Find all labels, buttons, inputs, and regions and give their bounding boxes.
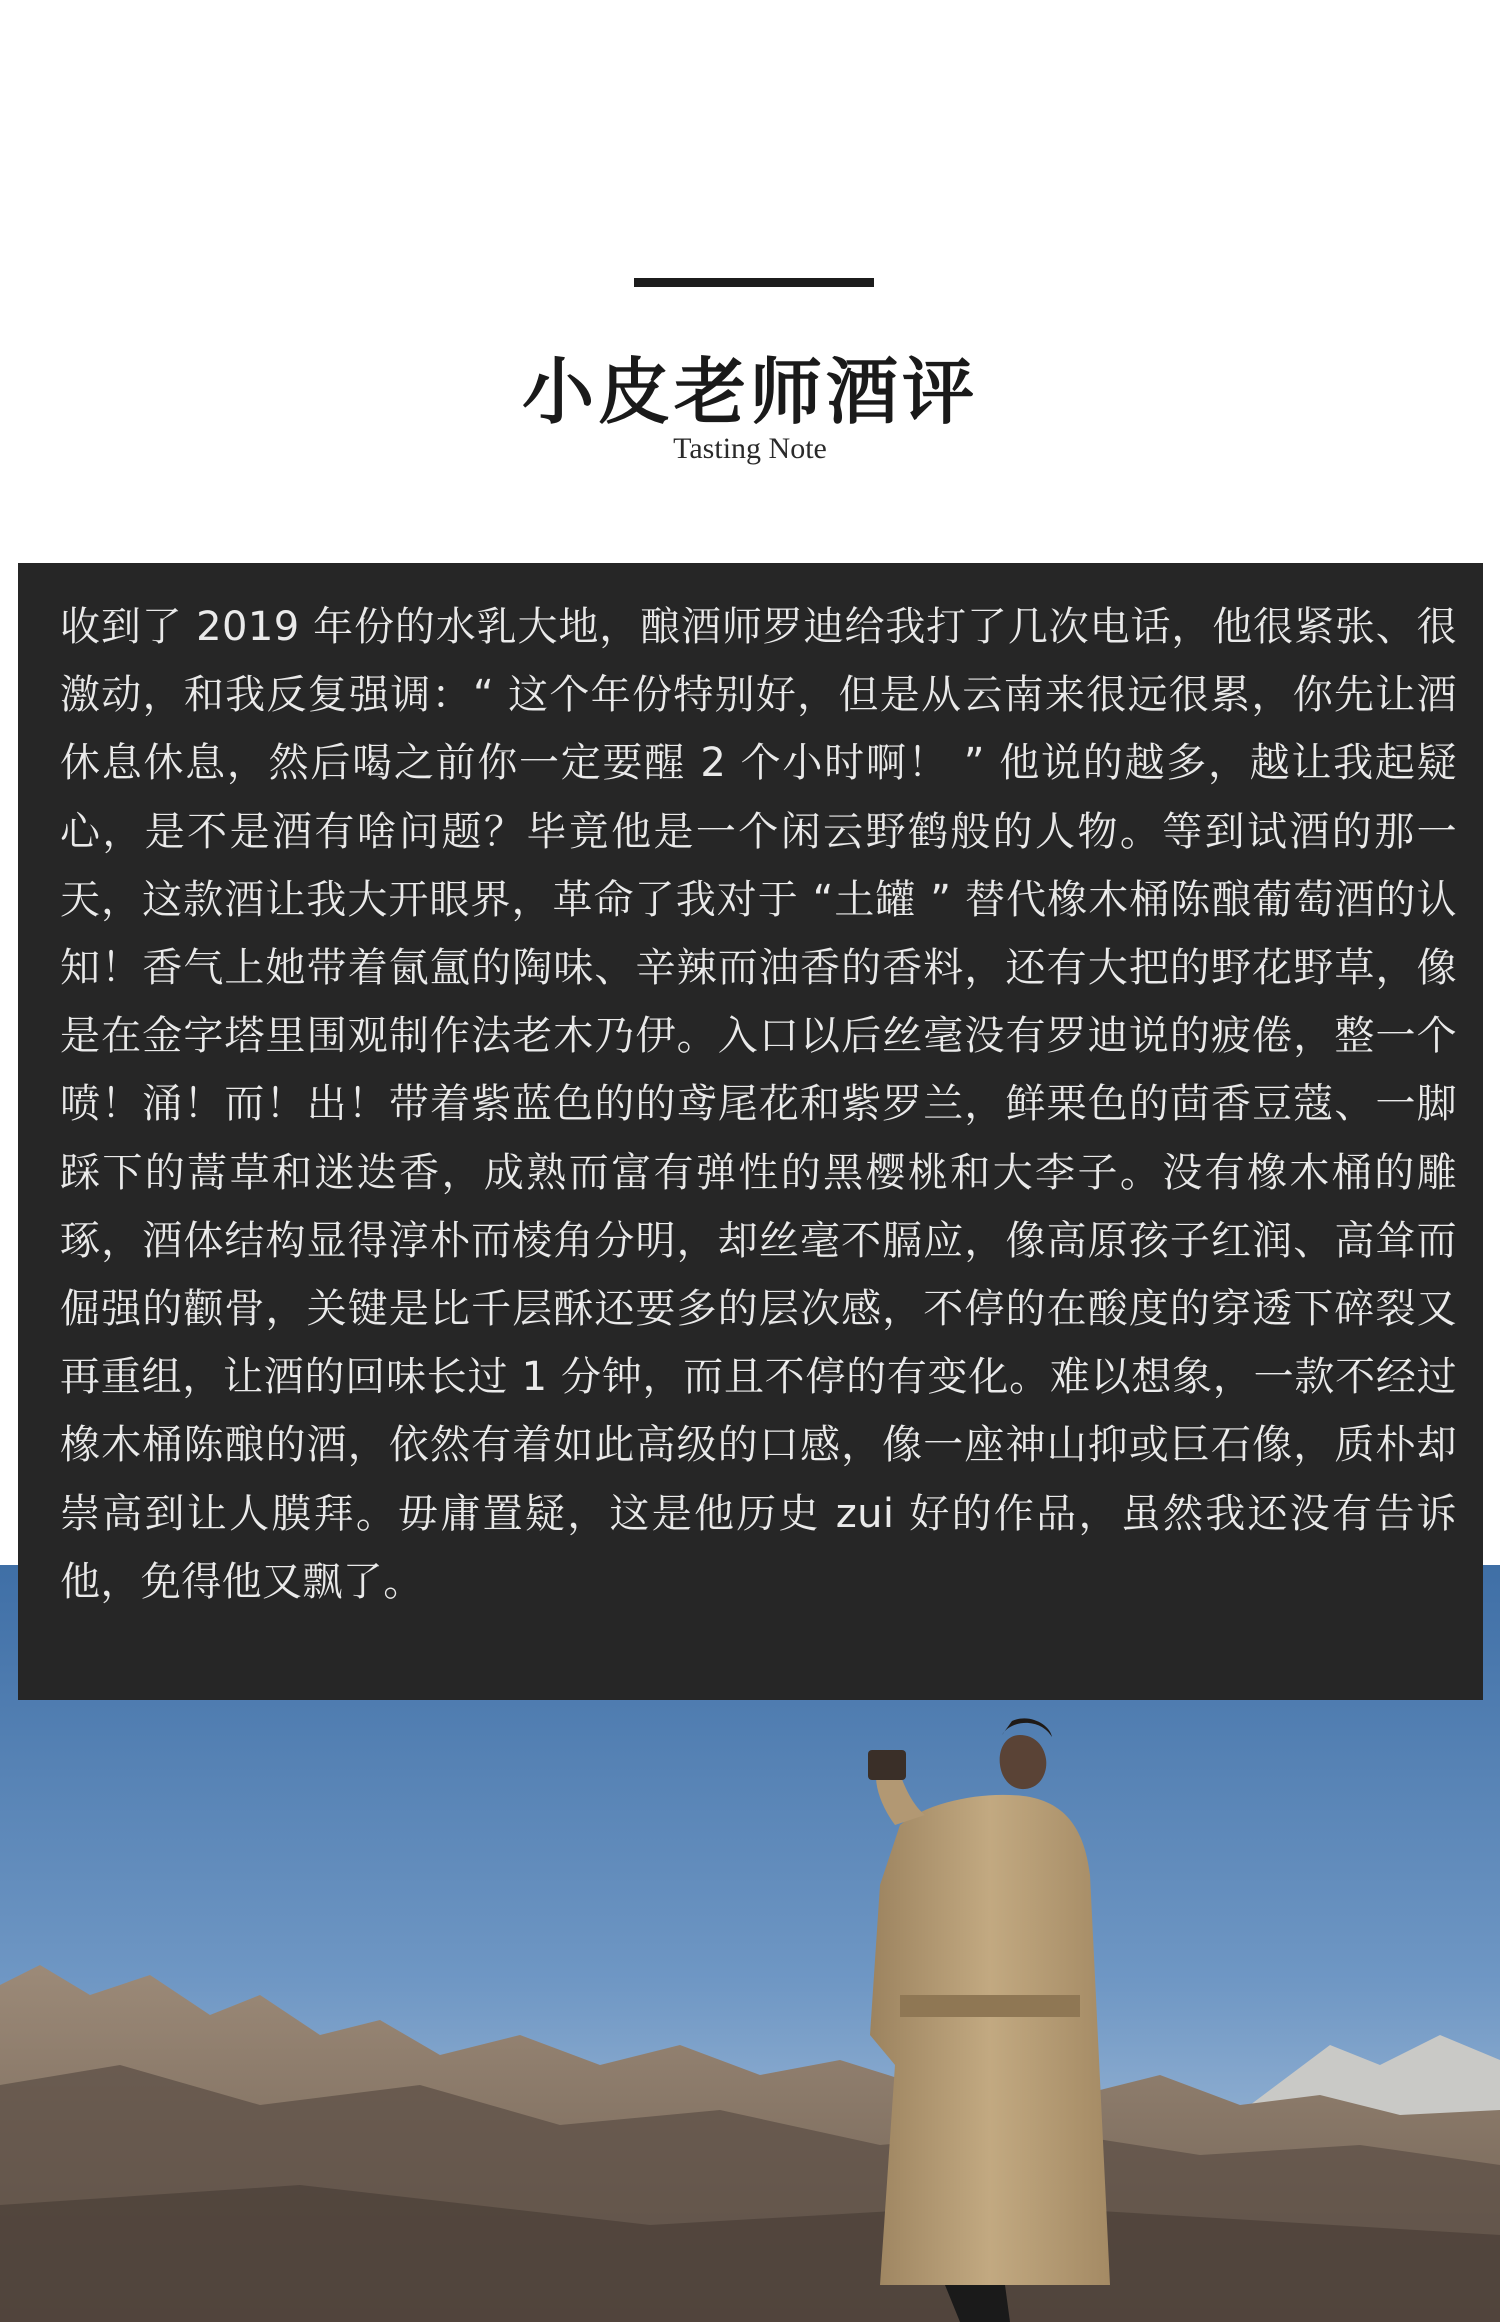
tasting-note-panel <box>18 563 1483 1700</box>
page-subtitle: Tasting Note <box>673 432 827 465</box>
tasting-note-text: 收到了 2019 年份的水乳大地，酿酒师罗迪给我打了几次电话，他很紧张、很激动，和我反复强调：“ 这个年份特别好，但是从云南来很远很累，你先让酒休息休息，然后喝之前你一定要醒 2 个小时啊！ ” 他说的越多，越让我起疑心，是不是酒有啥问题？毕竟他是一个闲云野鹤般的人物。等到试酒的那一天，这款酒让我大开眼界，革命了我对于 “土罐 ” 替代橡木桶陈酿葡萄酒的认知！香气上她带着氤氲的陶味、辛辣而油香的香料，还有大把的野花野草，像是在金字塔里围观制作法老木乃伊。入口以后丝毫没有罗迪说的疲倦，整一个喷！涌！而！出！带着紫蓝色的的鸢尾花和紫罗兰，鲜栗色的茴香豆蔻、一脚踩下的蒿草和迷迭香，成熟而富有弹性的黑樱桃和大李子。没有橡木桶的雕琢，酒体结构显得淳朴而棱角分明，却丝毫不膈应，像高原孩子红润、高耸而倔强的颧骨，关键是比千层酥还要多的层次感，不停的在酸度的穿透下碎裂又再重组，让酒的回味长过 1 分钟，而且不停的有变化。难以想象，一款不经过橡木桶陈酿的酒，依然有着如此高级的口感，像一座神山抑或巨石像，质朴却崇高到让人膜拜。毋庸置疑，这是他历史 zui 好的作品，虽然我还没有告诉他，免得他又飘了。 <box>60 604 1457 1605</box>
header-divider <box>634 278 874 287</box>
page-title: 小皮老师酒评 <box>521 349 978 434</box>
